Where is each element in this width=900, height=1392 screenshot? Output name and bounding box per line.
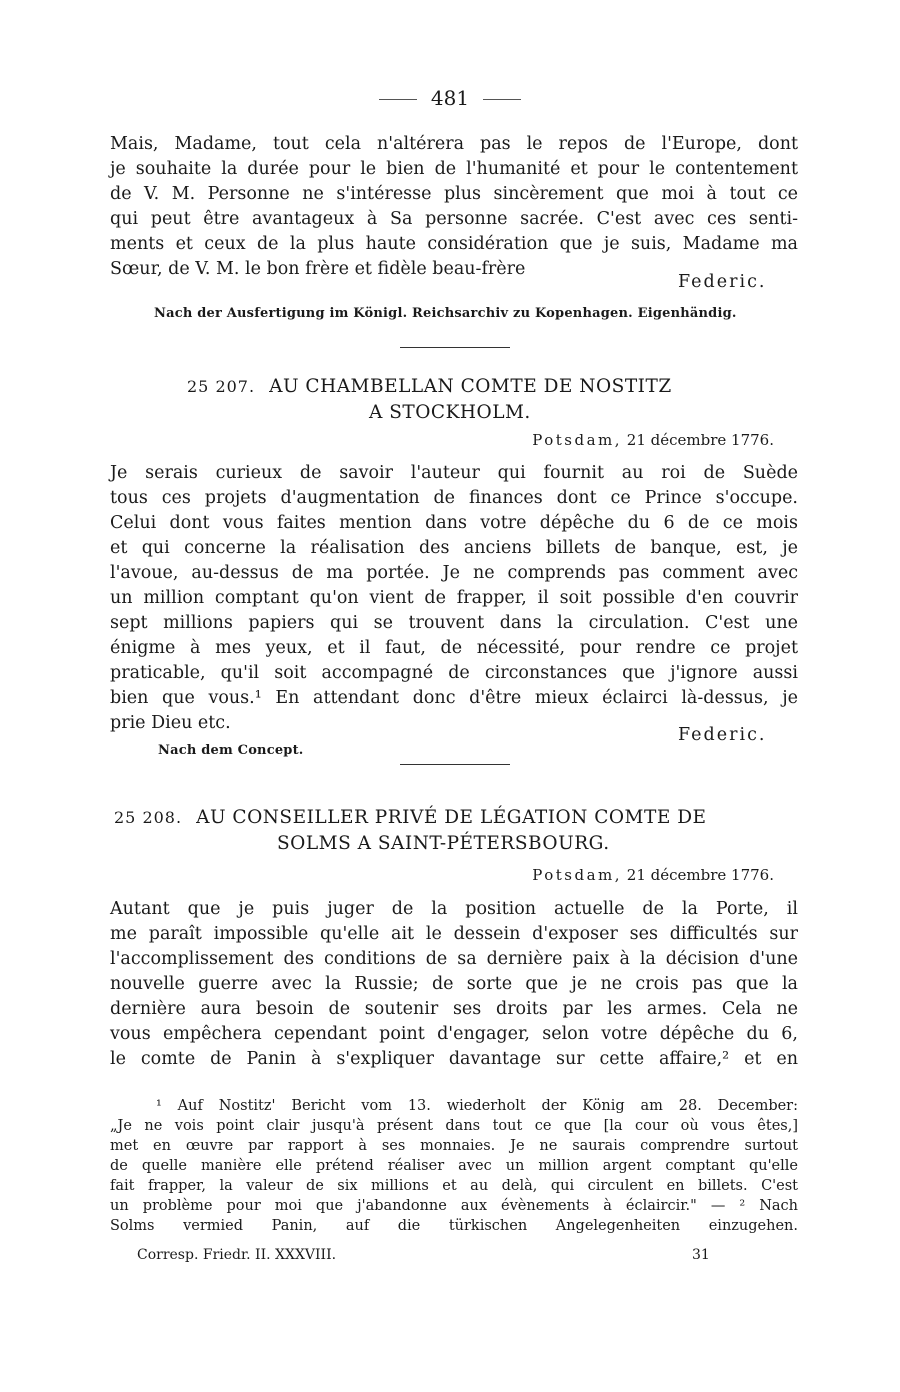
page-number [0,86,900,110]
footer-sheet-number: 31 [692,1247,710,1263]
letter-body-line: vous empêchera cependant point d'engager, selon votre dépêche du 6, [110,1024,798,1044]
footnote-line: „Je ne vois point clair jusqu'à présent dans tout ce que [la cour où vous êtes,] [110,1118,798,1134]
letter-number: 25 207. [187,377,256,396]
dateline-place: Potsdam, [532,431,623,449]
footer-signature-mark: Corresp. Friedr. II. XXXVIII. [137,1247,337,1263]
letter-body-line: dernière aura besoin de soutenir ses droits par les armes. Cela ne [110,999,798,1019]
letter-body-line: me paraît impossible qu'elle ait le dessein d'exposer ses difficultés sur [110,924,798,944]
letter-body-line: l'avoue, au-dessus de ma portée. Je ne comprends pas comment avec [110,563,798,583]
letter-heading [187,376,672,397]
footnote-line: ¹ Auf Nostitz' Bericht vom 13. wiederholt der König am 28. December: [156,1098,798,1114]
letter-heading-line1: AU CHAMBELLAN COMTE DE NOSTITZ [269,376,672,397]
page-number-text: 481 [430,86,470,110]
letter-body-line: nouvelle guerre avec la Russie; de sorte que je ne crois pas que la [110,974,798,994]
section-divider [400,764,510,765]
letter-body-line: un million comptant qu'on vient de frapper, il soit possible d'en couvrir [110,588,798,608]
letter-body-line: sept millions papiers qui se trouvent dans la circulation. C'est une [110,613,798,633]
letter-heading [114,807,707,828]
letter-body-line: tous ces projets d'augmentation de finances dont ce Prince s'occupe. [110,488,798,508]
source-note: Nach der Ausfertigung im Königl. Reichsarchiv zu Kopenhagen. Eigenhändig. [154,306,737,321]
dash-right [483,99,521,100]
letter-body-line: l'accomplissement des conditions de sa dernière paix à la décision d'une [110,949,798,969]
dateline [532,866,774,884]
letter-number: 25 208. [114,808,183,827]
intro-line: qui peut être avantageux à Sa personne sacrée. C'est avec ces senti- [110,209,798,229]
footnote-line: fait frapper, la valeur de six millions et au delà, qui circulent en billets. C'est [110,1178,798,1194]
dateline-place: Potsdam, [532,866,623,884]
footnote-line: met en œuvre par rapport à ses monnaies. Je ne saurais comprendre surtout [110,1138,798,1154]
signature: Federic. [678,725,767,745]
letter-body-line: bien que vous.¹ En attendant donc d'être mieux éclairci là-dessus, je [110,688,798,708]
section-divider [400,347,510,348]
footnote-line: Solms vermied Panin, auf die türkischen Angelegenheiten einzugehen. [110,1218,798,1234]
footnote-line: de quelle manière elle prétend réaliser avec un million argent comptant qu'elle [110,1158,798,1174]
intro-line: ments et ceux de la plus haute considération que je suis, Madame ma [110,234,798,254]
intro-line: Sœur, de V. M. le bon frère et fidèle beau-frère [110,259,526,279]
dateline-date: 21 décembre 1776. [626,431,774,449]
dash-left [379,99,417,100]
letter-body-line: Celui dont vous faites mention dans votre dépêche du 6 de ce mois [110,513,798,533]
letter-body-line: Je serais curieux de savoir l'auteur qui fournit au roi de Suède [110,463,798,483]
dateline-date: 21 décembre 1776. [626,866,774,884]
intro-line: je souhaite la durée pour le bien de l'humanité et pour le contentement [110,159,798,179]
letter-body-line: prie Dieu etc. [110,713,231,733]
letter-heading-line1: AU CONSEILLER PRIVÉ DE LÉGATION COMTE DE [196,807,707,828]
letter-body-line: Autant que je puis juger de la position actuelle de la Porte, il [110,899,798,919]
letter-body-line: praticable, qu'il soit accompagné de circonstances que j'ignore aussi [110,663,798,683]
letter-heading-line2: SOLMS A SAINT-PÉTERSBOURG. [277,833,610,854]
intro-line: Mais, Madame, tout cela n'altérera pas le repos de l'Europe, dont [110,134,798,154]
dateline [532,431,774,449]
letter-body-line: énigme à mes yeux, et il faut, de nécessité, pour rendre ce projet [110,638,798,658]
source-note: Nach dem Concept. [158,743,304,758]
intro-line: de V. M. Personne ne s'intéresse plus sincèrement que moi à tout ce [110,184,798,204]
letter-heading-line2: A STOCKHOLM. [369,402,531,423]
letter-body-line: le comte de Panin à s'expliquer davantage sur cette affaire,² et en [110,1049,798,1069]
footnote-line: un problème pour moi que j'abandonne aux évènements à éclaircir." — ² Nach [110,1198,798,1214]
letter-body-line: et qui concerne la réalisation des anciens billets de banque, est, je [110,538,798,558]
signature: Federic. [678,272,767,292]
